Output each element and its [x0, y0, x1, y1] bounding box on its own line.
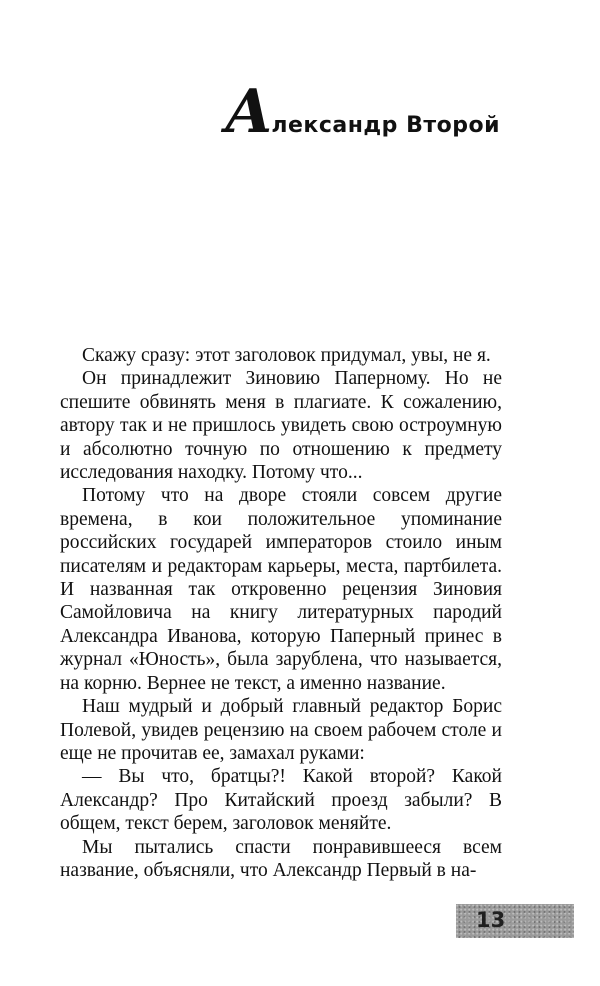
paragraph: — Вы что, братцы?! Какой второй? Какой Александр? Про Китайский проезд забыли? В общем, текст берем, заголовок меняйте. — [60, 766, 502, 835]
page-number: 13 — [476, 908, 506, 932]
paragraph: Наш мудрый и добрый главный редактор Борис Полевой, увидев рецензию на своем рабочем столе и еще не прочитав ее, замахал руками: — [60, 696, 502, 764]
page-number-box — [456, 904, 574, 938]
chapter-title — [224, 77, 500, 147]
chapter-title-initial: А — [224, 77, 272, 147]
body-text — [60, 344, 502, 882]
paragraph: Потому что на дворе стояли совсем другие времена, в кои положительное упоминание российских государей императоров стоило иным писателям и редакторам карьеры, места, партбилета. И названная так откровенно рецензия Зиновия Самойловича на книгу литературных пародий Александра Иванова, которую Паперный принес в журнал «Юность», была зарублена, что называется, на корню. Вернее не текст, а именно название. — [60, 485, 502, 694]
paragraph: Мы пытались спасти понравившееся всем название, объясняли, что Александр Первый в на- — [60, 836, 502, 881]
paragraph: Он принадлежит Зиновию Паперному. Но не спешите обвинять меня в плагиате. К сожалению, автору так и не пришлось увидеть свою остроумную и абсолютно точную по отношению к предмету исследования находку. Потому что... — [60, 368, 502, 484]
paragraph: Скажу сразу: этот заголовок придумал, увы, не я. — [82, 345, 491, 366]
chapter-title-text: лександр Второй — [271, 113, 500, 138]
